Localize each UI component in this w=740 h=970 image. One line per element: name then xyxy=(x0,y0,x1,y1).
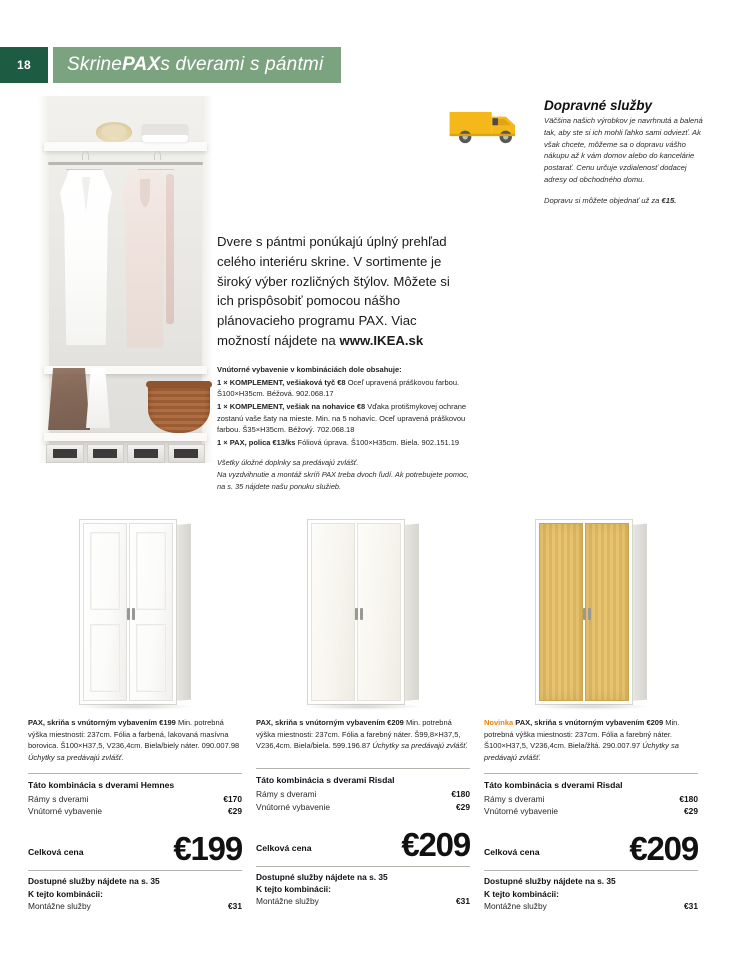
storage-box xyxy=(87,444,125,463)
pink-dress xyxy=(120,170,170,348)
product-name: PAX, skriňa s vnútorným vybavením xyxy=(513,718,647,727)
price-table xyxy=(484,779,698,818)
fittings-item-qty: 1 × xyxy=(217,437,230,447)
wicker-basket xyxy=(148,381,210,433)
storage-box-row xyxy=(46,444,205,463)
fittings-item-name: PAX, polica €13/ks xyxy=(229,437,296,447)
wardrobe-illustration xyxy=(307,519,419,705)
top-shelf xyxy=(44,142,207,151)
price-row xyxy=(484,805,698,817)
service-row xyxy=(484,901,698,911)
price-row xyxy=(484,793,698,805)
hero-photo-scene xyxy=(38,96,213,463)
new-badge: Novinka xyxy=(484,718,514,727)
wardrobe-left-panel xyxy=(38,96,49,463)
hero-wardrobe-photo xyxy=(38,96,213,463)
price-row-label: Rámy s dverami xyxy=(484,793,545,804)
services-block xyxy=(256,871,470,906)
product-image-risdal-yellow[interactable] xyxy=(484,505,698,705)
delivery-title: Dopravné služby xyxy=(544,98,653,113)
delivery-body: Väčšina našich výrobkov je navrhnutá a balená tak, aby ste si ich mohli ľahko sami odviezť. Ak však chcete, môžeme sa o dopravu vášho nákupu až k vám domov alebo do kancelárie postarať. Cenu určuje vzdialenosť dodacej adresy od obchodného domu. xyxy=(544,116,703,184)
total-label: Celková cena xyxy=(484,847,540,858)
page-title-suffix: s dverami s pántmi xyxy=(160,54,324,75)
product-columns xyxy=(28,505,712,911)
product-image-risdal-white[interactable] xyxy=(256,505,470,705)
price-row-label: Vnútorné vybavenie xyxy=(28,806,103,817)
services-availability: Dostupné služby nájdete na s. 35 xyxy=(256,871,388,882)
service-value: €31 xyxy=(684,900,698,911)
price-row-value: €170 xyxy=(223,793,242,804)
wardrobe-door-left xyxy=(311,523,355,701)
product-description xyxy=(256,717,470,759)
price-row-value: €180 xyxy=(451,789,470,800)
delivery-note-prefix: Dopravu si môžete objednať už za xyxy=(544,195,662,205)
delivery-note xyxy=(544,195,710,206)
wardrobe-door-right xyxy=(129,523,173,701)
service-value: €31 xyxy=(456,896,470,907)
price-row-value: €29 xyxy=(684,806,698,817)
wardrobe-front xyxy=(79,519,177,705)
page-number: 18 xyxy=(0,47,48,83)
price-table xyxy=(256,774,470,813)
door-handle xyxy=(355,608,363,620)
storage-box xyxy=(168,444,206,463)
services-availability: Dostupné služby nájdete na s. 35 xyxy=(484,876,616,887)
fittings-item-qty: 1 × xyxy=(217,377,230,387)
combination-label: Táto kombinácia s dverami Hemnes xyxy=(28,779,175,790)
ikea-website-link[interactable]: www.IKEA.sk xyxy=(339,332,424,348)
services-subhead: K tejto kombinácii: xyxy=(28,888,103,899)
total-label: Celková cena xyxy=(28,847,84,858)
product-column xyxy=(484,505,712,911)
storage-box xyxy=(127,444,165,463)
service-row xyxy=(256,896,470,906)
wardrobe-side-panel xyxy=(403,524,419,701)
straw-hat xyxy=(96,122,132,142)
product-note: Úchytky sa predávajú zvlášť. xyxy=(372,741,468,751)
wardrobe-door-right xyxy=(585,523,629,701)
wardrobe-front xyxy=(535,519,633,705)
product-spec: Min. potrebná výška miestnosti: 237cm. Fólia a farbená, lakovaná masívna borovica. Š100×H37,5, V236,4cm. Biela/biely náter. 090.007.98 xyxy=(28,718,240,751)
intro-paragraph xyxy=(217,232,459,351)
fittings-item-qty: 1 × xyxy=(217,401,230,411)
price-row-label: Rámy s dverami xyxy=(256,789,317,800)
divider xyxy=(28,773,242,774)
price-row xyxy=(28,805,242,817)
wardrobe-side-panel xyxy=(175,524,191,701)
total-value: €209 xyxy=(629,830,698,868)
fittings-item-name: KOMPLEMENT, vešiaková tyč €8 xyxy=(229,377,346,387)
footnote-block xyxy=(217,457,475,493)
page-header xyxy=(0,47,341,83)
page-title xyxy=(53,47,341,83)
price-row xyxy=(256,801,470,813)
door-handle xyxy=(583,608,591,620)
fittings-item-desc: Fóliová úprava. Š100×H35cm. Biela. 902.151.19 xyxy=(295,437,460,447)
product-shadow xyxy=(75,703,195,710)
total-price-block xyxy=(256,813,470,863)
brown-garment xyxy=(48,368,90,430)
service-label: Montážne služby xyxy=(28,900,91,911)
footnote-line: Všetky úložné doplnky sa predávajú zvlášť. xyxy=(217,458,359,467)
divider xyxy=(256,768,470,769)
delivery-truck-icon xyxy=(448,104,526,148)
price-table xyxy=(28,779,242,818)
services-subhead: K tejto kombinácii: xyxy=(256,884,331,895)
folded-towels xyxy=(142,124,188,142)
wardrobe-door-left xyxy=(539,523,583,701)
product-price-inline: €209 xyxy=(387,718,404,727)
price-row-value: €29 xyxy=(228,806,242,817)
service-row xyxy=(28,901,242,911)
product-column xyxy=(256,505,484,911)
fittings-item xyxy=(217,437,475,449)
fittings-item xyxy=(217,377,475,400)
combination-label: Táto kombinácia s dverami Risdal xyxy=(484,779,623,790)
product-column xyxy=(28,505,256,911)
product-note: Úchytky sa predávajú zvlášť. xyxy=(484,741,679,762)
service-label: Montážne služby xyxy=(256,896,319,907)
storage-box xyxy=(46,444,84,463)
price-row-label: Rámy s dverami xyxy=(28,793,89,804)
hanger-icon xyxy=(66,158,102,170)
product-price-inline: €199 xyxy=(159,718,176,727)
price-row-label: Vnútorné vybavenie xyxy=(256,801,331,812)
divider xyxy=(256,866,470,867)
intro-text: Dvere s pántmi ponúkajú úplný prehľad celého interiéru skrine. V sortimente je široký výber rozličných štýlov. Môžete si ich prispôsobiť pomocou nášho plánovacieho programu PAX. Viac možností nájdete na xyxy=(217,234,450,348)
combination-label: Táto kombinácia s dverami Risdal xyxy=(256,775,395,785)
total-value: €199 xyxy=(173,830,242,868)
services-subhead: K tejto kombinácii: xyxy=(484,888,559,899)
product-price-inline: €209 xyxy=(646,718,664,727)
white-dress xyxy=(60,170,112,345)
price-table-heading xyxy=(256,774,470,786)
fittings-item xyxy=(217,401,475,436)
page-title-prefix: Skrine xyxy=(67,54,123,75)
divider xyxy=(28,870,242,871)
interior-fittings-note xyxy=(217,364,475,448)
service-label: Montážne služby xyxy=(484,900,547,911)
price-row-value: €180 xyxy=(679,793,698,804)
product-image-hemnes[interactable] xyxy=(28,505,242,705)
services-block xyxy=(484,875,698,910)
product-description xyxy=(28,717,242,764)
delivery-note-price: €15. xyxy=(661,195,677,205)
total-label: Celková cena xyxy=(256,842,312,853)
product-spec: Min. potrebná výška miestnosti: 237cm. Fólia a farebný náter. Š99,8×H37,5, V236,4cm. Biela/biela. 599.196.87 xyxy=(256,718,461,751)
delivery-text-block xyxy=(544,98,710,206)
hanging-scarf xyxy=(166,174,174,324)
service-value: €31 xyxy=(228,900,242,911)
product-shadow xyxy=(303,703,423,710)
wardrobe-door-right xyxy=(357,523,401,701)
product-name: PAX, skriňa s vnútorným vybavením xyxy=(28,718,160,727)
wardrobe-illustration xyxy=(79,519,191,705)
fittings-item-desc: Oceľ upravená práškovou farbou. Š100×H35cm. Béžová. 902.068.17 xyxy=(217,377,460,399)
price-row-value: €29 xyxy=(456,801,470,812)
divider xyxy=(484,773,698,774)
product-shadow xyxy=(531,703,651,710)
hanger-icon xyxy=(138,158,174,170)
price-row xyxy=(256,788,470,800)
page-title-bold: PAX xyxy=(122,54,161,75)
wardrobe-side-panel xyxy=(631,524,647,701)
services-availability: Dostupné služby nájdete na s. 35 xyxy=(28,876,160,887)
product-spec: Min. potrebná výška miestnosti: 237cm. Fólia a farebný náter. Š100×H37,5, V236,4cm. Biela/žltá. 290.007.97 xyxy=(484,718,680,751)
product-description xyxy=(484,717,698,764)
wardrobe-door-left xyxy=(83,523,127,701)
total-price-block xyxy=(484,817,698,868)
door-handle xyxy=(127,608,135,620)
price-table-heading xyxy=(484,779,698,791)
fittings-item-desc: Vďaka protišmykovej ochrane zostanú vaše šaty na mieste. Min. na 5 nohavíc. Oceľ upravená práškovou farbou. Š35×H35cm. Béžový. 702.068.18 xyxy=(217,401,467,435)
services-block xyxy=(28,875,242,910)
product-note: Úchytky sa predávajú zvlášť. xyxy=(28,752,124,762)
product-name: PAX, skriňa s vnútorným vybavením xyxy=(256,718,388,727)
footnote-line: Na vyzdvihnutie a montáž skríň PAX treba dvoch ľudí. Ak potrebujete pomoc, na s. 35 nájdete našu ponuku služieb. xyxy=(217,469,469,491)
lower-shelf xyxy=(44,433,207,441)
price-row xyxy=(28,793,242,805)
price-row-label: Vnútorné vybavenie xyxy=(484,806,559,817)
divider xyxy=(484,870,698,871)
fittings-item-name: KOMPLEMENT, vešiak na nohavice €8 xyxy=(229,401,366,411)
total-price-block xyxy=(28,817,242,868)
total-value: €209 xyxy=(401,825,470,863)
wardrobe-illustration xyxy=(535,519,647,705)
price-table-heading xyxy=(28,779,242,791)
wardrobe-front xyxy=(307,519,405,705)
fittings-heading: Vnútorné vybavenie v kombináciách dole obsahuje: xyxy=(217,365,402,374)
